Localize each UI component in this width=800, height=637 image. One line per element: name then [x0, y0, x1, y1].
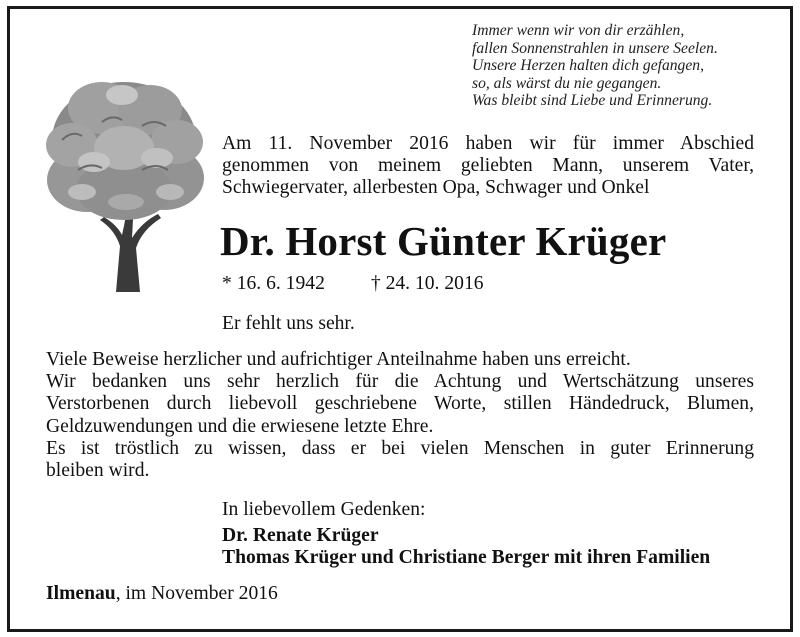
poem [472, 22, 782, 110]
body-line: Geldzuwendungen und die erwiesene letzte Ehre. [46, 415, 434, 437]
body-line: bleiben wird. [46, 460, 150, 482]
poem-line: so, als wärst du nie gegangen. [472, 74, 662, 92]
death-date: † 24. 10. 2016 [370, 273, 484, 294]
mourner-name: Thomas Krüger und Christiane Berger mit ihren Familien [222, 547, 711, 569]
body-line: Wir bedanken uns sehr herzlich für die Achtung und Wertschätzung unseres [46, 371, 754, 393]
intro-text [222, 133, 754, 200]
poem-line: fallen Sonnenstrahlen in unsere Seelen. [472, 39, 718, 57]
intro-line: Am 11. November 2016 haben wir für immer Abschied [222, 133, 754, 154]
miss-text: Er fehlt uns sehr. [222, 313, 355, 334]
mourner-name: Dr. Renate Krüger [222, 525, 379, 546]
body-line: Viele Beweise herzlicher und aufrichtiger Anteilnahme haben uns erreicht. [46, 349, 631, 370]
body-line: Es ist tröstlich zu wissen, dass er bei vielen Menschen in guter Erinnerung [46, 437, 754, 459]
birth-date: * 16. 6. 1942 [222, 273, 325, 294]
place-city: Ilmenau [46, 583, 116, 604]
intro-line: genommen von meinem geliebten Mann, unserem Vater, [222, 155, 754, 177]
body-line: Verstorbenen durch liebevoll geschriebene Worte, stillen Händedruck, Blumen, [46, 393, 754, 415]
poem-line: Was bleibt sind Liebe und Erinnerung. [472, 92, 713, 110]
poem-line: Immer wenn wir von dir erzählen, [472, 22, 685, 39]
poem-line: Unsere Herzen halten dich gefangen, [472, 57, 704, 75]
mourners [222, 525, 710, 570]
place-date [46, 583, 278, 605]
tree-icon [42, 70, 207, 292]
intro-line: Schwiegervater, allerbesten Opa, Schwager und Onkel [222, 177, 650, 199]
place-date-text: , im November 2016 [115, 583, 278, 604]
deceased-name: Dr. Horst Günter Krüger [220, 218, 667, 264]
thanks-text [46, 349, 754, 482]
closing-phrase: In liebevollem Gedenken: [222, 499, 426, 520]
life-dates [222, 273, 484, 295]
